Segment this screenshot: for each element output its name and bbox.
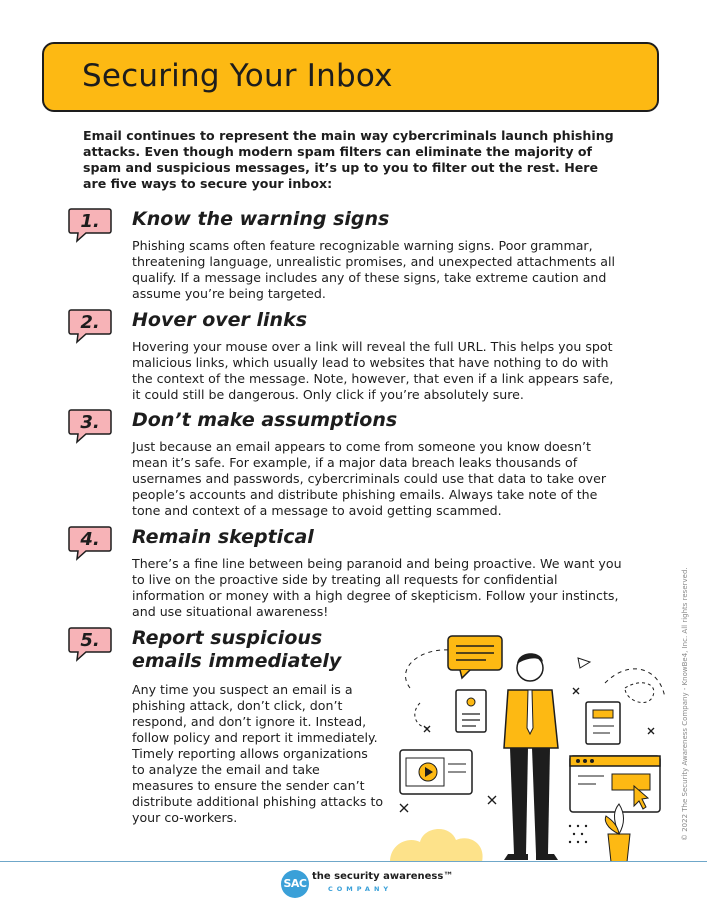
section-title-4: Remain skeptical xyxy=(132,526,314,548)
phishing-illustration xyxy=(390,628,680,862)
section-body-1: Phishing scams often feature recognizable warning signs. Poor grammar, threatening language, unrealistic promises, and unexpected attachments all qualify. If a message includes any of these signs, take extreme caution and assume you’re being targeted. xyxy=(132,238,615,301)
number-badge-3 xyxy=(68,407,114,445)
intro-paragraph: Email continues to represent the main way cybercriminals launch phishing attacks. Even though modern spam filters can eliminate the majority of spam and suspicious messages, it’s up to you to filter out the rest. Here are five ways to secure your inbox: xyxy=(83,128,614,191)
section-number: 3. xyxy=(80,412,100,433)
title-banner xyxy=(42,42,659,112)
copyright-notice: © 2022 The Security Awareness Company - KnowBe4, Inc. All rights reserved. xyxy=(681,567,689,841)
section-title-2: Hover over links xyxy=(132,309,308,331)
number-badge-4 xyxy=(68,524,114,562)
section-title-3: Don’t make assumptions xyxy=(132,409,398,431)
section-number: 4. xyxy=(80,529,100,550)
footer-divider xyxy=(0,861,707,862)
company-logo-icon: SAC xyxy=(281,870,309,898)
number-badge-5 xyxy=(68,625,114,663)
section-body-3: Just because an email appears to come from someone you know doesn’t mean it’s safe. For example, if a major data breach leaks thousands of usernames and passwords, cybercriminals could use that data to take over people’s accounts and distribute phishing emails. Always take note of the tone and context of a message to avoid getting scammed. xyxy=(132,439,607,518)
number-badge-1 xyxy=(68,206,114,244)
page-title: Securing Your Inbox xyxy=(82,58,393,94)
section-body-4: There’s a fine line between being paranoid and being proactive. We want you to live on the proactive side by treating all requests for confidential information or money with a high degree of skepticism. Follow your instincts, and use situational awareness! xyxy=(132,556,622,619)
section-number: 1. xyxy=(80,211,100,232)
section-number: 2. xyxy=(80,312,100,333)
section-number: 5. xyxy=(80,630,100,651)
section-title-1: Know the warning signs xyxy=(132,208,390,230)
company-name: the security awareness™ xyxy=(312,871,454,882)
number-badge-2 xyxy=(68,307,114,345)
section-title-5: Report suspicious emails immediately xyxy=(132,627,342,672)
company-word: COMPANY xyxy=(328,885,393,893)
section-body-2: Hovering your mouse over a link will reveal the full URL. This helps you spot malicious links, which usually lead to websites that have nothing to do with the context of the message. Note, however, that even if a link appears safe, it could still be dangerous. Only click if you’re absolutely sure. xyxy=(132,339,614,402)
section-body-5: Any time you suspect an email is a phishing attack, don’t click, don’t respond, and don’t ignore it. Instead, follow policy and report it immediately. Timely reporting allows organizations to analyze the email and take measures to ensure the sender can’t distribute additional phishing attacks to your co-workers. xyxy=(132,682,384,825)
